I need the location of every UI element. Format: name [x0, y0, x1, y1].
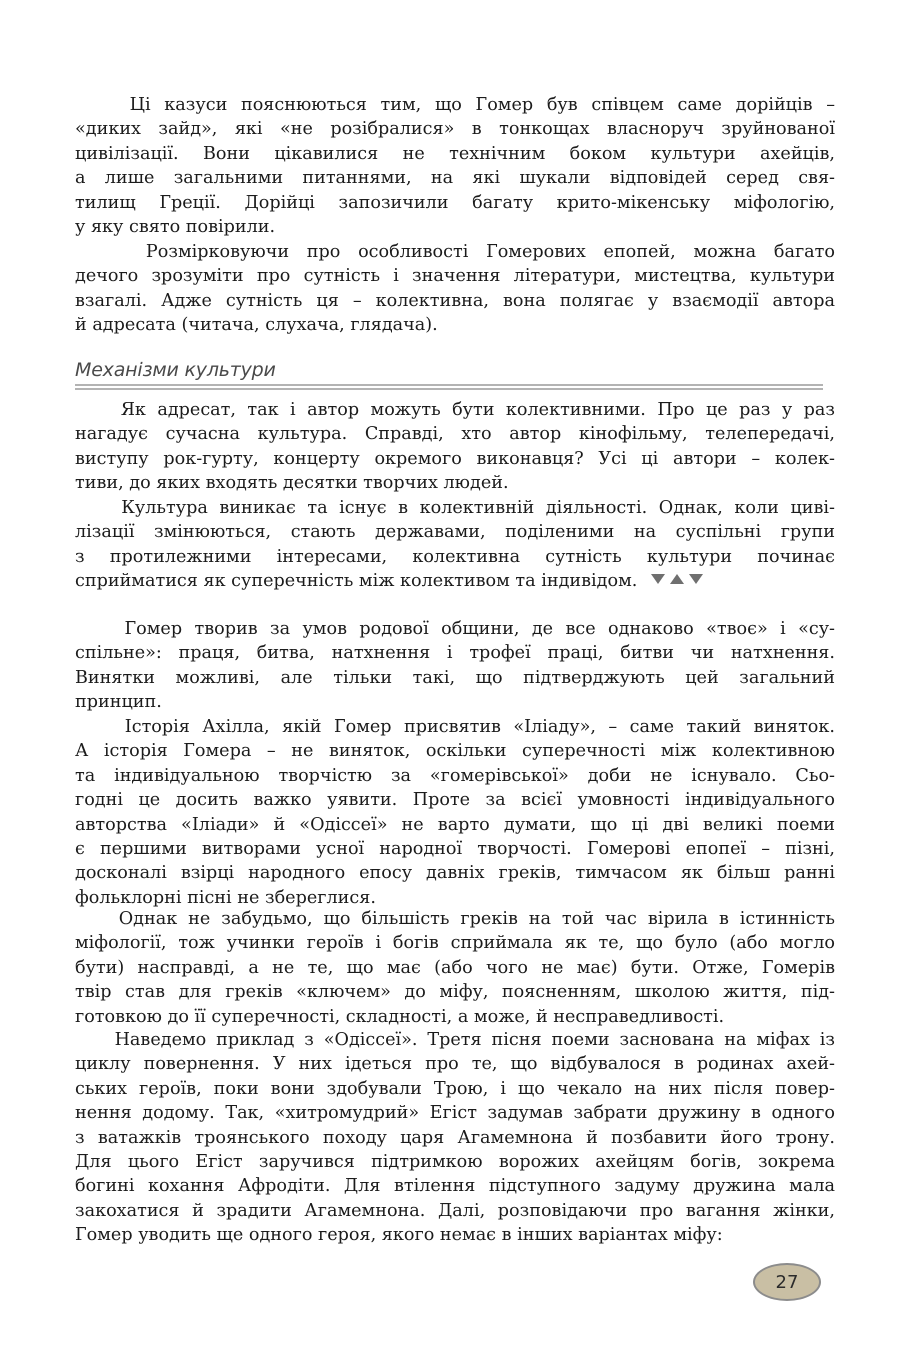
text-line: Історія Ахілла, якій Гомер присвятив «Іліаду», – саме такий виняток.	[75, 717, 835, 737]
text-line: й адресата (читача, слухача, глядача).	[75, 315, 438, 336]
text-line: цивілізації. Вони цікавилися не технічним боком культури ахейців,	[75, 143, 835, 164]
text-line: Однак не забудьмо, що більшість греків на той час вірила в істинність	[75, 909, 835, 929]
text-line: дечого зрозуміти про сутність і значення літератури, мистецтва, культури	[75, 266, 835, 287]
text-line: Гомер творив за умов родової общини, де все однаково «твоє» і «су-	[75, 619, 835, 639]
text-line: міфології, тож учинки героїв і богів сприймала як те, що було (або могло	[75, 933, 835, 954]
text-line: авторства «Іліади» й «Одіссеї» не варто думати, що ці дві великі поеми	[75, 814, 835, 835]
text-line: досконалі взірці народного епосу давніх греків, тимчасом як більш ранні	[75, 863, 835, 884]
text-line: з ватажків троянського походу царя Агамемнона й позбавити його трону.	[75, 1127, 835, 1148]
page-number: 27	[775, 1271, 799, 1293]
text-line: нагадує сучасна культура. Справді, хто автор кінофільму, телепередачі,	[75, 424, 835, 445]
text-line: Як адресат, так і автор можуть бути колективними. Про це раз у раз	[75, 400, 835, 420]
text-line: твір став для греків «ключем» до міфу, поясненням, школою життя, під-	[75, 982, 835, 1003]
text-line: Для цього Егіст заручився підтримкою ворожих ахейцям богів, зокрема	[75, 1152, 835, 1173]
text-line: є першими витворами усної народної творчості. Гомерові епопеї – пізні,	[75, 839, 835, 860]
paragraph	[75, 398, 835, 496]
text-line: Розмірковуючи про особливості Гомерових епопей, можна багато	[75, 242, 835, 262]
text-line: ських героїв, поки вони здобували Трою, і що чекало на них після повер-	[75, 1078, 835, 1099]
text-line: «диких зайд», які «не розібралися» в тонкощах власноруч зруйнованої	[75, 119, 835, 140]
paragraph	[75, 1028, 835, 1248]
text-line: принцип.	[75, 692, 162, 713]
paragraph	[75, 907, 835, 1029]
text-line: виступу рок-гурту, концерту окремого виконавця? Усі ці автори – колек-	[75, 448, 835, 469]
text-line: тилищ Греції. Дорійці запозичили багату крито-мікенську міфологію,	[75, 192, 835, 213]
text-line: Ці казуси пояснюються тим, що Гомер був співцем саме дорійців –	[75, 95, 835, 115]
text-line: взагалі. Адже сутність ця – колективна, вона полягає у взаємодії автора	[75, 290, 835, 311]
section-title: Механізми культури	[75, 359, 276, 381]
text-line: закохатися й зрадити Агамемнона. Далі, розповідаючи про вагання жінки,	[75, 1200, 835, 1221]
text-line: фольклорні пісні не збереглися.	[75, 887, 376, 908]
text-line: у яку свято повірили.	[75, 217, 276, 238]
paragraph	[75, 617, 835, 715]
paragraph	[75, 496, 835, 594]
text-line: з протилежними інтересами, колективна сутність культури починає	[75, 546, 835, 567]
text-line: циклу повернення. У них ідеться про те, що відбувалося в родинах ахей-	[75, 1054, 835, 1075]
text-line: нення додому. Так, «хитромудрий» Егіст задумав забрати дружину в одного	[75, 1103, 835, 1124]
triangles-end-marker-icon	[651, 573, 703, 585]
section-rule-bottom	[75, 388, 823, 390]
paragraph	[75, 240, 835, 338]
text-line: бути) насправді, а не те, що має (або чого не має) бути. Отже, Гомерів	[75, 957, 835, 978]
text-line: А історія Гомера – не виняток, оскільки суперечності між колективною	[75, 741, 835, 762]
text-line: богині кохання Афродіти. Для втілення підступного задуму дружина мала	[75, 1176, 835, 1197]
text-line: а лише загальними питаннями, на які шукали відповідей серед свя-	[75, 168, 835, 189]
text-line: Винятки можливі, але тільки такі, що підтверджують цей загальний	[75, 667, 835, 688]
section-rule-top	[75, 384, 823, 386]
text-line: Культура виникає та існує в колективній діяльності. Однак, коли циві-	[75, 498, 835, 518]
paragraph	[75, 93, 835, 239]
paragraph	[75, 715, 835, 910]
text-line: Наведемо приклад з «Одіссеї». Третя пісня поеми заснована на міфах із	[75, 1030, 835, 1050]
text-line: годні це досить важко уявити. Проте за всієї умовності індивідуального	[75, 790, 835, 811]
text-line: та індивідуальною творчістю за «гомерівської» доби не існувало. Сьо-	[75, 765, 835, 786]
text-line: лізації змінюються, стають державами, поділеними на суспільні групи	[75, 522, 835, 543]
text-line: готовкою до її суперечності, складності, а може, й несправедливості.	[75, 1006, 725, 1027]
page-number-badge	[753, 1263, 821, 1301]
text-line: сприйматися як суперечність між колективом та індивідом.	[75, 569, 835, 593]
text-line: Гомер уводить ще одного героя, якого немає в інших варіантах міфу:	[75, 1225, 723, 1246]
text-line: тиви, до яких входять десятки творчих людей.	[75, 473, 509, 494]
text-line: спільне»: праця, битва, натхнення і трофеї праці, битви чи натхнення.	[75, 643, 835, 664]
